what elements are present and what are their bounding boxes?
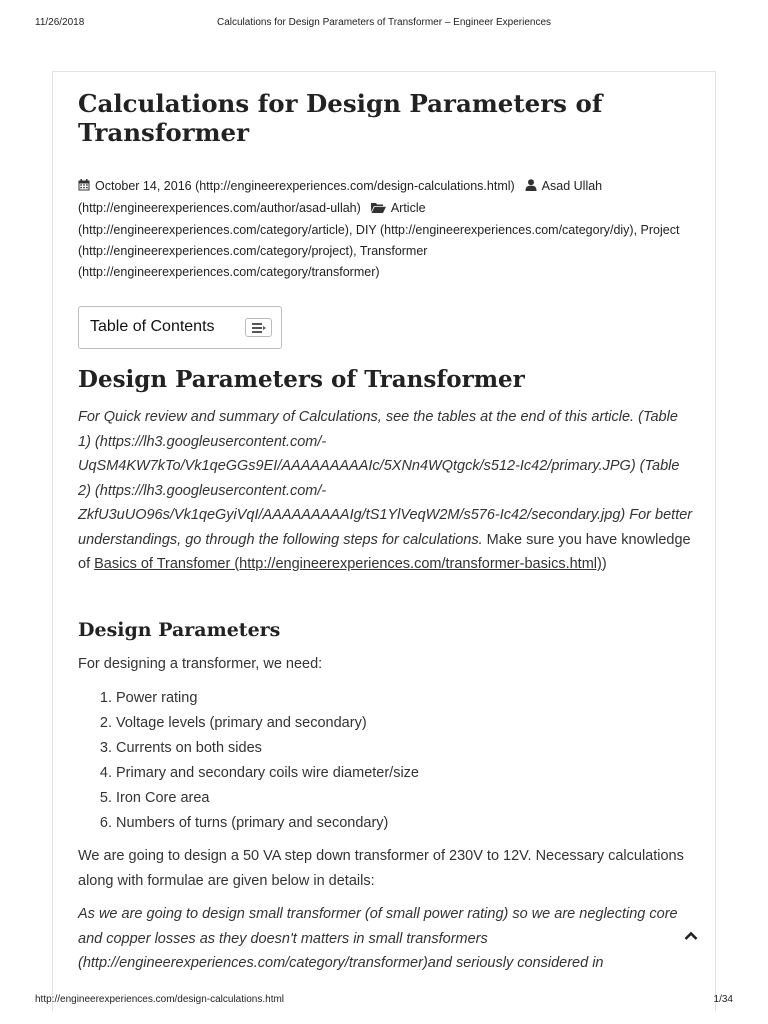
losses-note: As we are going to design small transformer (of small power rating) so we are neglecting core and copper losses as they doesn't matters in small transformers (http://engineerexperiences.com/category/transformer)and seriously considered in: [78, 906, 678, 971]
article-card: [52, 71, 716, 1011]
list-item: 1. Power rating: [116, 686, 419, 711]
needs-intro: For designing a transformer, we need:: [78, 656, 323, 672]
list-item: 4. Primary and secondary coils wire diameter/size: [116, 761, 419, 786]
author-link[interactable]: Asad Ullah: [541, 179, 603, 193]
toc-toggle-button[interactable]: [245, 318, 272, 337]
post-date-link[interactable]: October 14, 2016 (http://engineerexperiences.com/design-calculations.html): [95, 179, 515, 193]
section-heading: Design Parameters of Transformer: [78, 366, 525, 393]
basics-link[interactable]: Basics of Transfomer (http://engineerexperiences.com/transformer-basics.html): [94, 556, 602, 572]
intro-paragraph: [78, 405, 693, 577]
design-parameters-list: [78, 686, 419, 835]
calendar-icon: [78, 177, 90, 198]
list-item: 2. Voltage levels (primary and secondary): [116, 711, 419, 736]
subsection-heading: Design Parameters: [78, 619, 281, 641]
article-title: Calculations for Design Parameters of Transformer: [78, 89, 603, 147]
intro-italic-text: For Quick review and summary of Calculations, see the tables at the end of this article. (Table 1) (https://lh3.googleusercontent.com/-UqSM4KW7kTo/Vk1qeGGs9EI/AAAAAAAAAIc/5XNn4WQtgck/s512-Ic42/primary.JPG) (Table 2) (https://lh3.googleusercontent.com/-ZkfU3uUO96s/Vk1qeGyiVqI/AAAAAAAAAIg/tS1YlVeqW2M/s576-Ic42/secondary.jpg) For better understandings, go through the following steps for calculations.: [78, 409, 693, 548]
print-title: Calculations for Design Parameters of Transformer – Engineer Experiences: [216, 17, 552, 28]
print-footer-url: http://engineerexperiences.com/design-calculations.html: [35, 994, 285, 1005]
list-item: 5. Iron Core area: [116, 786, 419, 811]
user-icon: [525, 177, 537, 198]
list-toggle-icon: [252, 323, 266, 333]
print-header: [35, 17, 733, 31]
list-item: 6. Numbers of turns (primary and secondary): [116, 811, 419, 836]
chevron-up-icon: [684, 931, 698, 941]
table-of-contents: [78, 306, 282, 349]
intro-end-text: ): [601, 556, 607, 572]
print-page-number: 1/34: [713, 994, 733, 1005]
post-meta: [78, 176, 683, 283]
category-links[interactable]: Article (http://engineerexperiences.com/category/article), DIY (http://engineerexperiences.com/category/diy), Project (http://engineerexperiences.com/category/project), Transformer (http://engineerexperiences.com/category/transformer): [78, 201, 680, 279]
list-item: 3. Currents on both sides: [116, 736, 419, 761]
folder-open-icon: [371, 199, 386, 220]
print-footer: [35, 994, 733, 1008]
design-statement: We are going to design a 50 VA step down transformer of 230V to 12V. Necessary calculations along with formulae are given below in details:: [78, 848, 684, 889]
intro-plain-text: Make sure you have knowledge of: [78, 531, 691, 572]
back-to-top-button[interactable]: [684, 928, 700, 940]
author-url[interactable]: (http://engineerexperiences.com/author/asad-ullah): [78, 201, 361, 215]
print-date: 11/26/2018: [35, 17, 85, 28]
toc-title: Table of Contents: [90, 318, 215, 335]
